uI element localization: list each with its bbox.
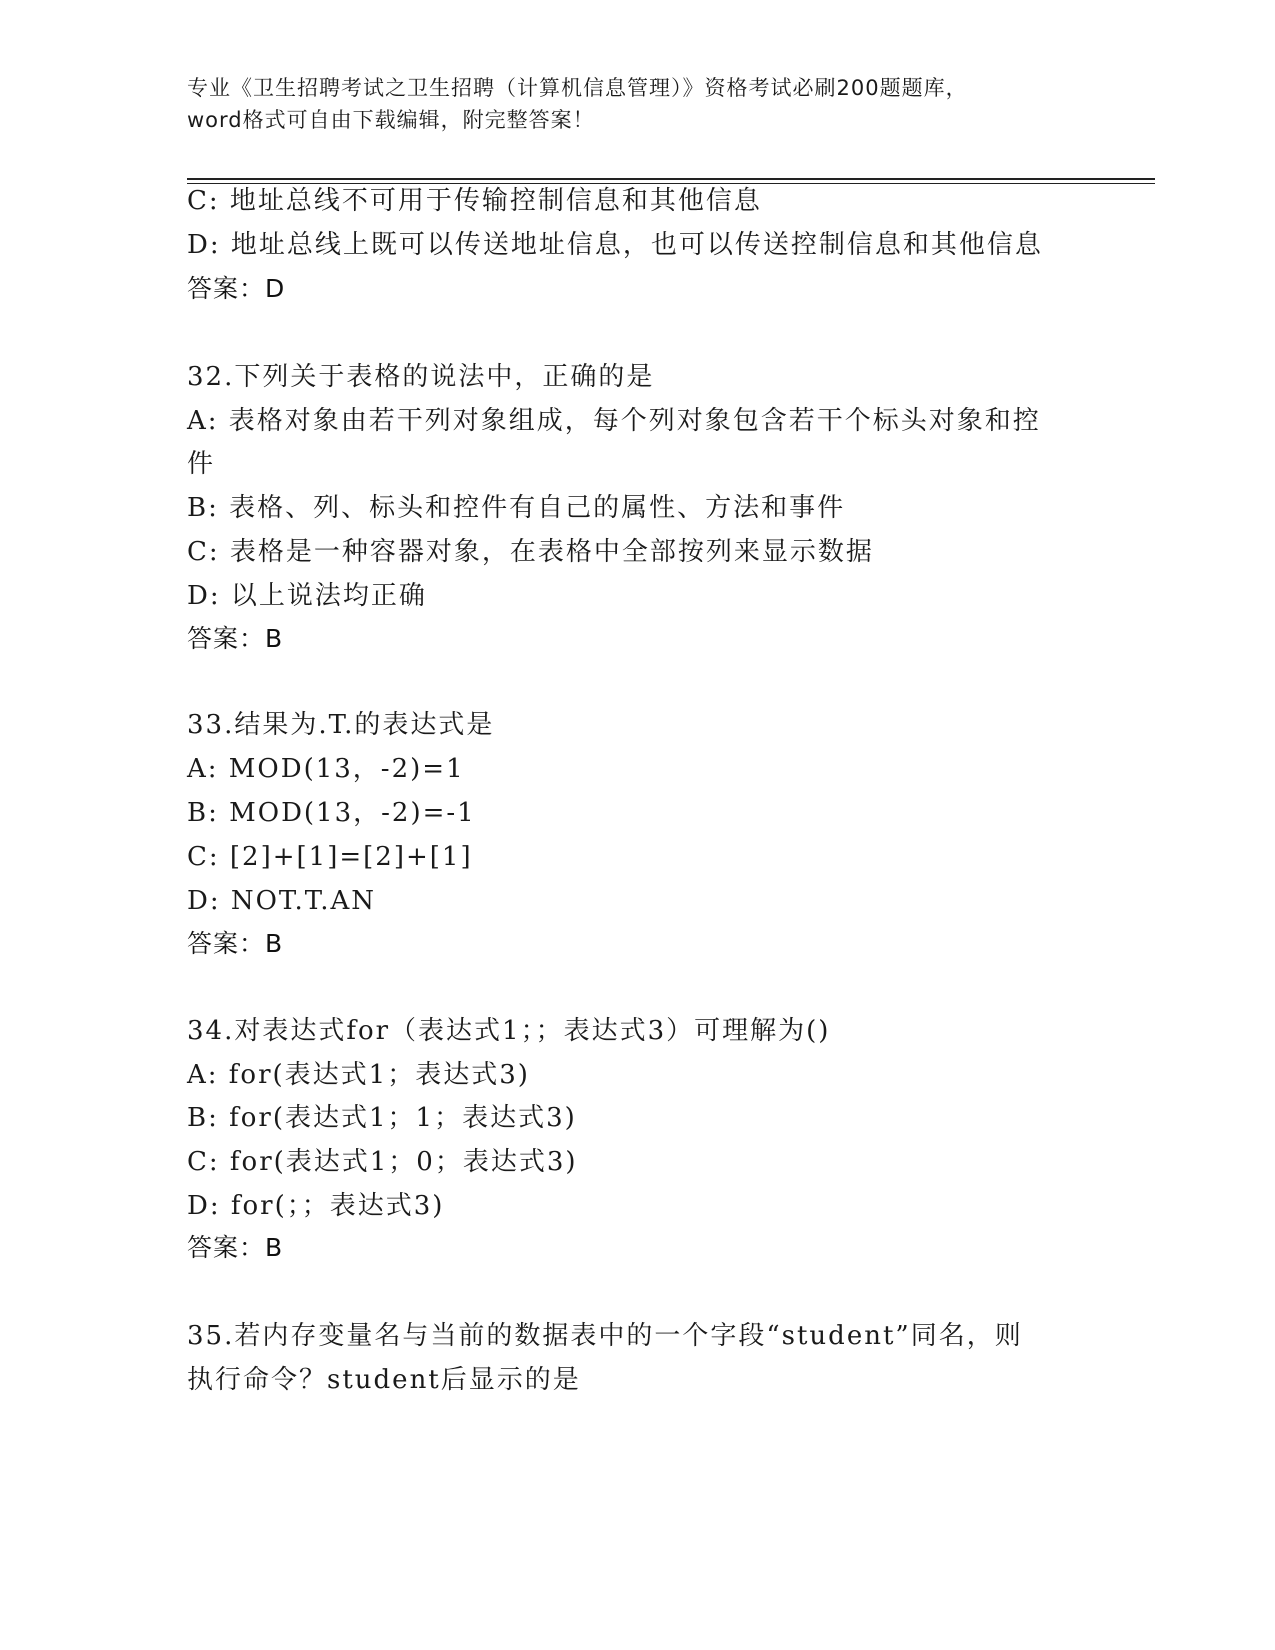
q33-option-b: B: MOD(13，-2)=-1 bbox=[187, 798, 476, 828]
q32-option-d: D: 以上说法均正确 bbox=[187, 581, 427, 611]
q31-option-d: D: 地址总线上既可以传送地址信息，也可以传送控制信息和其他信息 bbox=[187, 230, 1043, 260]
document-header bbox=[187, 72, 1087, 136]
q32-option-a-line-1: A: 表格对象由若干列对象组成，每个列对象包含若干个标头对象和控 bbox=[187, 406, 1041, 436]
q34-option-d: D: for(；；表达式3) bbox=[187, 1191, 445, 1221]
q31-option-c: C: 地址总线不可用于传输控制信息和其他信息 bbox=[187, 186, 762, 216]
q32-question: 32.下列关于表格的说法中，正确的是 bbox=[187, 362, 655, 392]
header-title-line-2: word格式可自由下载编辑，附完整答案！ bbox=[187, 108, 595, 132]
header-divider-thick bbox=[187, 178, 1155, 180]
q34-option-c: C: for(表达式1；0；表达式3) bbox=[187, 1147, 578, 1177]
q31-answer: 答案：D bbox=[187, 274, 286, 303]
header-title-line-1: 专业《卫生招聘考试之卫生招聘（计算机信息管理）》资格考试必刷200题题库， bbox=[187, 76, 968, 100]
q34-question: 34.对表达式for（表达式1；；表达式3）可理解为() bbox=[187, 1016, 831, 1046]
q35-question-line-1: 35.若内存变量名与当前的数据表中的一个字段“student”同名，则 bbox=[187, 1321, 1023, 1351]
q33-answer: 答案：B bbox=[187, 929, 284, 958]
q32-option-c: C: 表格是一种容器对象，在表格中全部按列来显示数据 bbox=[187, 537, 874, 567]
q32-option-b: B: 表格、列、标头和控件有自己的属性、方法和事件 bbox=[187, 493, 846, 523]
q33-option-d: D: NOT.T.AN bbox=[187, 886, 377, 916]
q34-option-b: B: for(表达式1；1；表达式3) bbox=[187, 1103, 577, 1133]
q34-answer: 答案：B bbox=[187, 1233, 284, 1262]
q33-question: 33.结果为.T.的表达式是 bbox=[187, 710, 495, 740]
q33-option-a: A: MOD(13，-2)=1 bbox=[187, 754, 465, 784]
q32-answer: 答案：B bbox=[187, 624, 284, 653]
q34-option-a: A: for(表达式1；表达式3) bbox=[187, 1060, 530, 1090]
q35-question-line-2: 执行命令？student后显示的是 bbox=[187, 1365, 581, 1395]
q33-option-c: C: [2]+[1]=[2]+[1] bbox=[187, 842, 473, 872]
q32-option-a-line-2: 件 bbox=[187, 449, 216, 479]
